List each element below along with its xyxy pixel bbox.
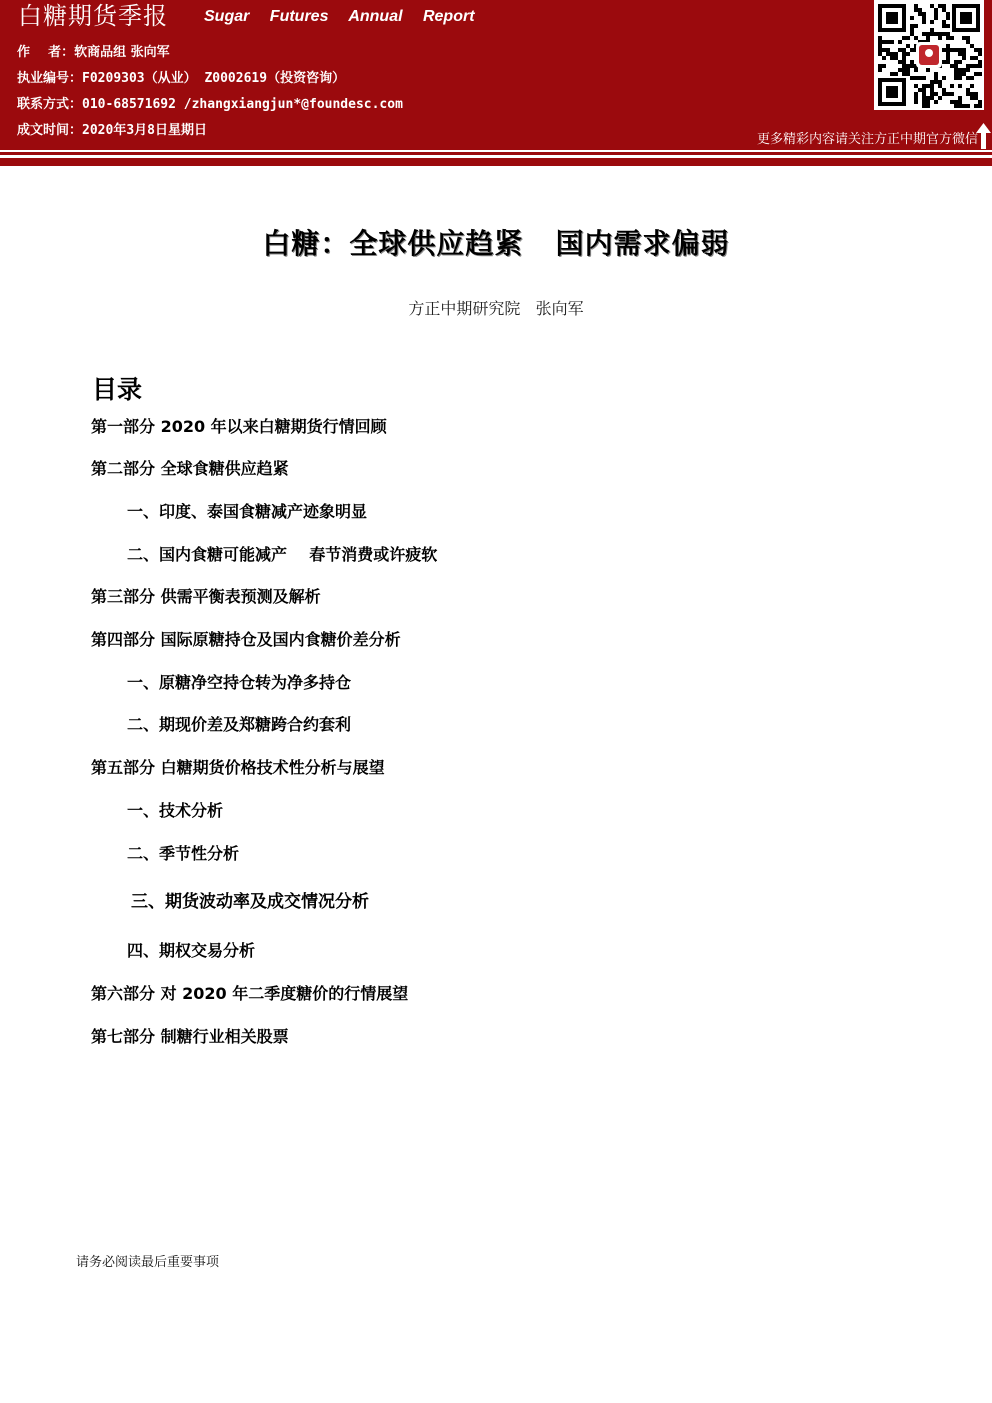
toc-item[interactable]: 二、期现价差及郑糖跨合约套利 [127,715,352,734]
license-label: 执业编号： [17,71,83,86]
contact-value: 010-68571692 /zhangxiangjun*@foundesc.com [82,97,403,112]
toc-item[interactable]: 第二部分 全球食糖供应趋紧 [91,459,289,478]
document-title: 白糖：全球供应趋紧 国内需求偏弱 [262,227,730,260]
document-author: 方正中期研究院 张向军 [408,299,584,318]
toc-item[interactable]: 一、印度、泰国食糖减产迹象明显 [127,502,368,521]
report-title-en: Sugar Futures Annual Report [204,8,475,25]
header-divider [0,152,992,155]
author-row [17,44,170,62]
toc-item[interactable]: 第七部分 制糖行业相关股票 [91,1027,289,1046]
report-title-cn: 白糖期货季报 [18,2,168,30]
toc-item[interactable]: 第三部分 供需平衡表预测及解析 [91,587,321,606]
license-row [17,70,345,88]
toc-item[interactable]: 四、期权交易分析 [127,941,256,960]
toc-item[interactable]: 二、国内食糖可能减产 春节消费或许疲软 [127,545,438,564]
contact-row [17,96,403,114]
toc-item[interactable]: 第一部分 2020 年以来白糖期货行情回顾 [91,417,387,436]
qr-code-icon[interactable] [874,0,984,110]
toc-item[interactable]: 第六部分 对 2020 年二季度糖价的行情展望 [91,984,409,1003]
toc-item[interactable]: 三、期货波动率及成交情况分析 [131,892,369,912]
wechat-follow-note: 更多精彩内容请关注方正中期官方微信 [756,132,978,147]
date-label: 成文时间： [17,123,83,138]
author-label: 作 者： [17,45,75,60]
arrow-up-icon [975,122,992,150]
contact-label: 联系方式： [17,97,83,112]
header-divider-thick [0,158,992,166]
toc-item[interactable]: 一、技术分析 [127,801,224,820]
date-row [17,122,207,140]
toc-item[interactable]: 一、原糖净空持仓转为净多持仓 [127,673,352,692]
license-value: F0209303（从业） Z0002619（投资咨询） [82,71,346,86]
toc-item[interactable]: 二、季节性分析 [127,844,240,863]
toc-item[interactable]: 第四部分 国际原糖持仓及国内食糖价差分析 [91,630,401,649]
toc-item[interactable]: 第五部分 白糖期货价格技术性分析与展望 [91,758,385,777]
date-value: 2020年3月8日星期日 [82,123,207,138]
footer-disclaimer-note: 请务必阅读最后重要事项 [76,1255,220,1270]
toc-heading: 目录 [92,375,143,404]
author-value: 软商品组 张向军 [74,45,170,60]
